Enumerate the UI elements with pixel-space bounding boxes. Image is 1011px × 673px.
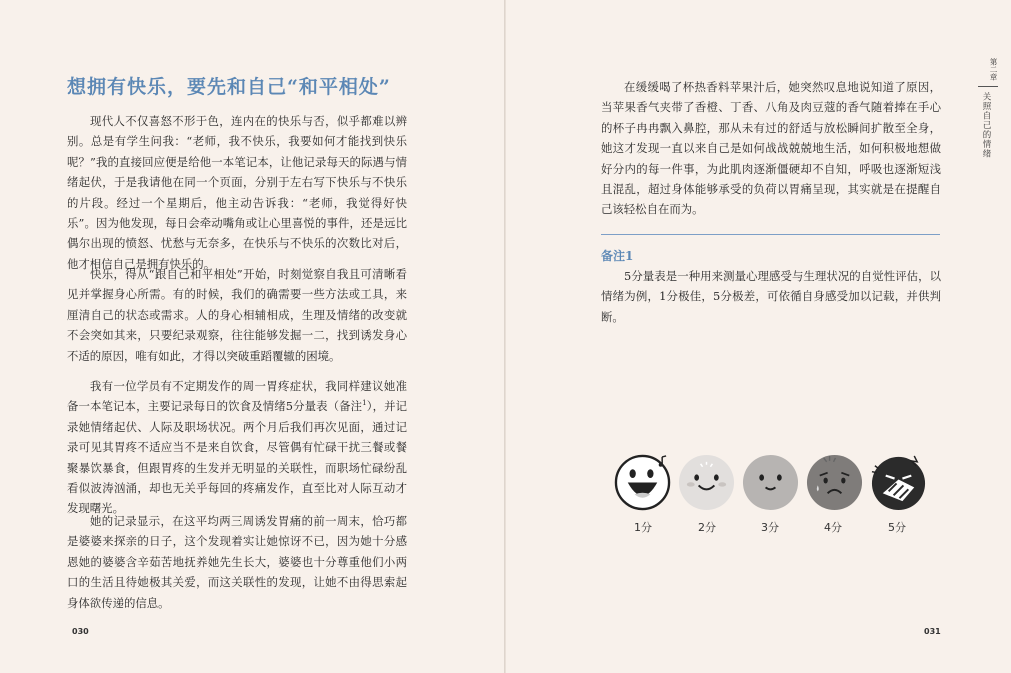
footnote-ref: 1 <box>362 399 367 408</box>
note-title: 备注1 <box>601 249 634 263</box>
happy-face-icon <box>677 452 736 511</box>
scale-label-3: 3分 <box>761 521 779 534</box>
paragraph-1: 现代人不仅喜怒不形于色，连内在的快乐与否，似乎都难以辨别。总是有学生问我：“老师，我不快乐，我要如何才能找到快乐呢？”我的直接回应便是给他一本笔记本，让他记录每天的际遇与情绪起伏，于是我请他在同一个页面，分别于左右写下快乐与不快乐的片段。经过一个星期后，他主动告诉我：“老师，我觉得好快乐”。因为他发现，每日会牵动嘴角或让心里喜悦的事件，还是远比偶尔出现的愤怒、忧愁与无奈多，在快乐与不快乐的次数比对后，他才相信自己是拥有快乐的。 <box>67 114 407 271</box>
side-divider <box>978 86 998 87</box>
side-chapter-label: 第二章 <box>989 58 998 81</box>
scale-label-1: 1分 <box>634 521 652 534</box>
page-number-right: 031 <box>924 627 941 636</box>
emotion-scale <box>613 452 923 512</box>
paragraph-3-part-1: 我有一位学员有不定期发作的周一胃疼症状，我同样建议她准备一本笔记本，主要记录每日的饮食及情绪5分量表（备注 <box>67 379 407 414</box>
neutral-face-icon <box>741 452 800 511</box>
sad-face-icon <box>805 452 864 511</box>
scale-label-2: 2分 <box>698 521 716 534</box>
paragraph-4: 她的记录显示，在这平均两三周诱发胃痛的前一周末，恰巧都是婆婆来探亲的日子，这个发现着实让她惊讶不已，因为她十分感恩她的婆婆含辛茹苦地抚养她先生长大，婆婆也十分尊重他们小两口的生活且待她极其关爱，而这关联性的发现，让她不由得思索起身体欲传递的信息。 <box>67 514 407 610</box>
paragraph-3 <box>67 376 407 519</box>
page-gutter <box>504 0 506 673</box>
side-chapter-title: 关照自己的情绪 <box>981 92 991 159</box>
section-title: 想拥有快乐，要先和自己“和平相处” <box>67 76 391 98</box>
page-number-left: 030 <box>72 627 89 636</box>
note-text: 5分量表是一种用来测量心理感受与生理状况的自觉性评估，以情绪为例，1分极佳，5分极差，可依循自身感受加以记载，并供判断。 <box>601 269 941 324</box>
right-paragraph: 在缓缓喝了杯热香料苹果汁后，她突然叹息地说知道了原因，当苹果香气夹带了香橙、丁香、八角及肉豆蔻的香气随着捧在手心的杯子冉冉飘入鼻腔，那从未有过的舒适与放松瞬间扩散至全身，她这才发现一直以来自己是如何战战兢兢地生活，如何积极地想做好分内的每一件事，为此肌肉逐渐僵硬却不自知，呼吸也逐渐短浅且混乱，超过身体能够承受的负荷以胃痛呈现，其实就是在提醒自己该轻松自在而为。 <box>601 80 941 217</box>
very-happy-face-icon <box>613 452 672 511</box>
angry-face-icon <box>869 452 928 511</box>
scale-label-4: 4分 <box>824 521 842 534</box>
scale-label-5: 5分 <box>888 521 906 534</box>
paragraph-2: 快乐，得从“跟自己和平相处”开始，时刻觉察自我且可清晰看见并掌握身心所需。有的时候，我们的确需要一些方法或工具，来厘清自己的状态或需求。人的身心相辅相成，生理及情绪的改变就不会突如其来，只要纪录观察，往往能够发掘一二，找到诱发身心不适的原因，唯有如此，才得以突破重蹈覆辙的困境。 <box>67 267 407 363</box>
note-divider <box>601 234 940 235</box>
paragraph-3-part-2: ），并记录她情绪起伏、人际及职场状况。两个月后我们再次见面，通过记录可见其胃疼不适应当不是来自饮食，尽管偶有忙碌干扰三餐或餐聚暴饮暴食，但跟胃疼的生发并无明显的关联性，而职场忙碌纷乱看似波涛汹涌，却也无关乎每回的疼痛发作，直至比对人际互动才发现曙光。 <box>67 399 407 516</box>
